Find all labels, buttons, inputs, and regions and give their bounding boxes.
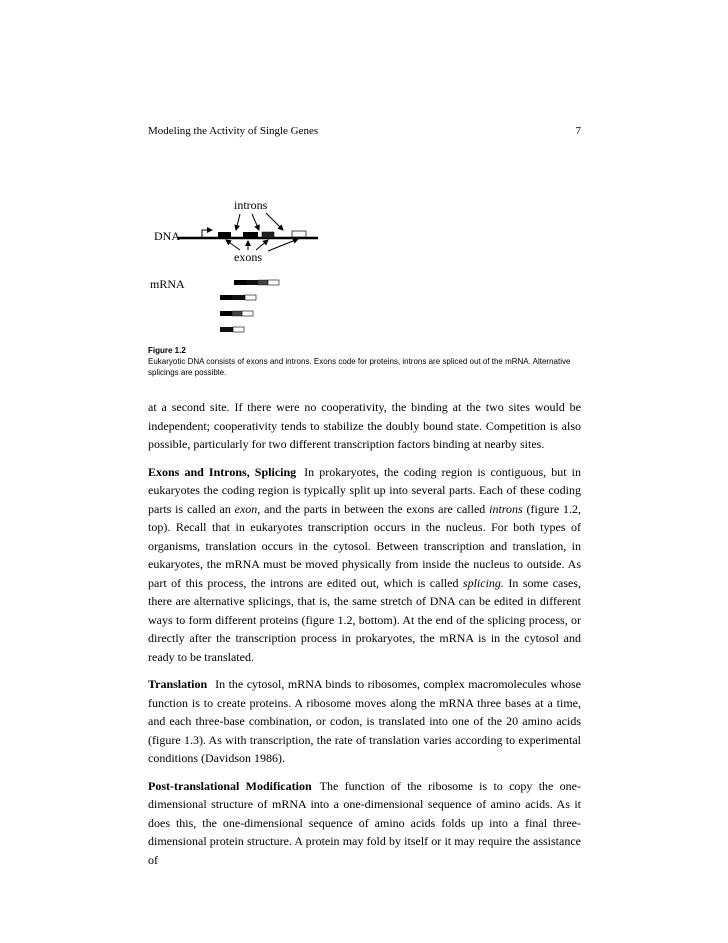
body-text [148,398,581,878]
text-run: The function of the ribosome is to copy the one-dimensional structure of mRNA into a one-dimensional sequence of amino acids. As it does this, the one-dimensional sequence of amino acids folds up into a final three-dimensional protein structure. A protein may fold by itself or it may require the assistance of [148,778,582,867]
section-heading: Translation [148,677,208,691]
intron-arrow [252,214,259,230]
section-exons-introns [148,463,581,667]
exon-block [218,232,231,238]
mrna-variant [220,311,253,316]
figure-exons-introns [148,195,348,340]
exons-label: exons [234,250,262,264]
intron-arrow [236,214,240,230]
text-run: In prokaryotes, the coding region is contiguous, but in eukaryotes the coding region is typically split up into several parts. Each of these coding parts is called an [148,464,581,516]
exon-block [292,231,306,237]
paragraph: at a second site. If there were no cooperativity, the binding at the two sites would be independent; cooperativity tends to stabilize the doubly bound state. Competition is also possible, particularly for two different transcription factors binding at nearby sites. [148,400,581,451]
intron-arrow [266,213,283,230]
section-heading: Exons and Introns, Splicing [148,464,297,479]
mrna-variant [220,295,256,300]
exon-arrow [268,239,298,251]
text-run: and the parts in between the exons are called [260,501,490,516]
introns-label: introns [234,198,268,212]
section-heading: Post-translational Modification [148,778,312,793]
section-post-translational [148,777,581,870]
exon-arrow [226,240,240,250]
exon-block [243,232,258,238]
figure-label: Figure 1.2 [148,346,186,355]
figure-caption [148,345,581,378]
mrna-variant [234,280,279,285]
emphasis-splicing: splicing. [462,575,504,590]
page-number: 7 [575,125,581,137]
mrna-label: mRNA [150,277,185,291]
running-head [148,125,581,137]
running-head-title: Modeling the Activity of Single Genes [148,125,319,137]
exon-arrow [256,240,268,250]
figure-diagram [148,195,348,340]
emphasis-exon: exon, [234,501,261,516]
section-translation [148,675,581,768]
emphasis-introns: introns [489,501,523,516]
text-run: (figure 1.2, top). Recall that in eukaryotes transcription occurs in the nucleus. For both types of organisms, translation occurs in the cytosol. Between transcription and translation, in eukaryotes, the mRNA must be moved physically from inside the nucleus to outside. As part of this process, the introns are edited out, which is called [148,501,582,590]
text-run: In some cases, there are alternative splicings, that is, the same stretch of DNA can be edited in different ways to form different proteins (figure 1.2, bottom). At the end of the splicing process, or directly after the transcription process in prokaryotes, the mRNA is in the cytosol and ready to be translated. [148,575,581,664]
exon-block [262,232,274,238]
caption-text: Eukaryotic DNA consists of exons and introns. Exons code for proteins, introns are spliced out of the mRNA. Alternative splicings are possible. [148,357,571,377]
dna-label: DNA [154,229,180,243]
mrna-variant [220,327,244,332]
text-run: In the cytosol, mRNA binds to ribosomes, complex macromolecules whose function is to create proteins. A ribosome moves along the mRNA three bases at a time, and each three-base combination, or codon, is translated into one of the 20 amino acids (figure 1.3). As with transcription, the rate of translation varies according to experimental conditions (Davidson 1986). [148,677,581,765]
